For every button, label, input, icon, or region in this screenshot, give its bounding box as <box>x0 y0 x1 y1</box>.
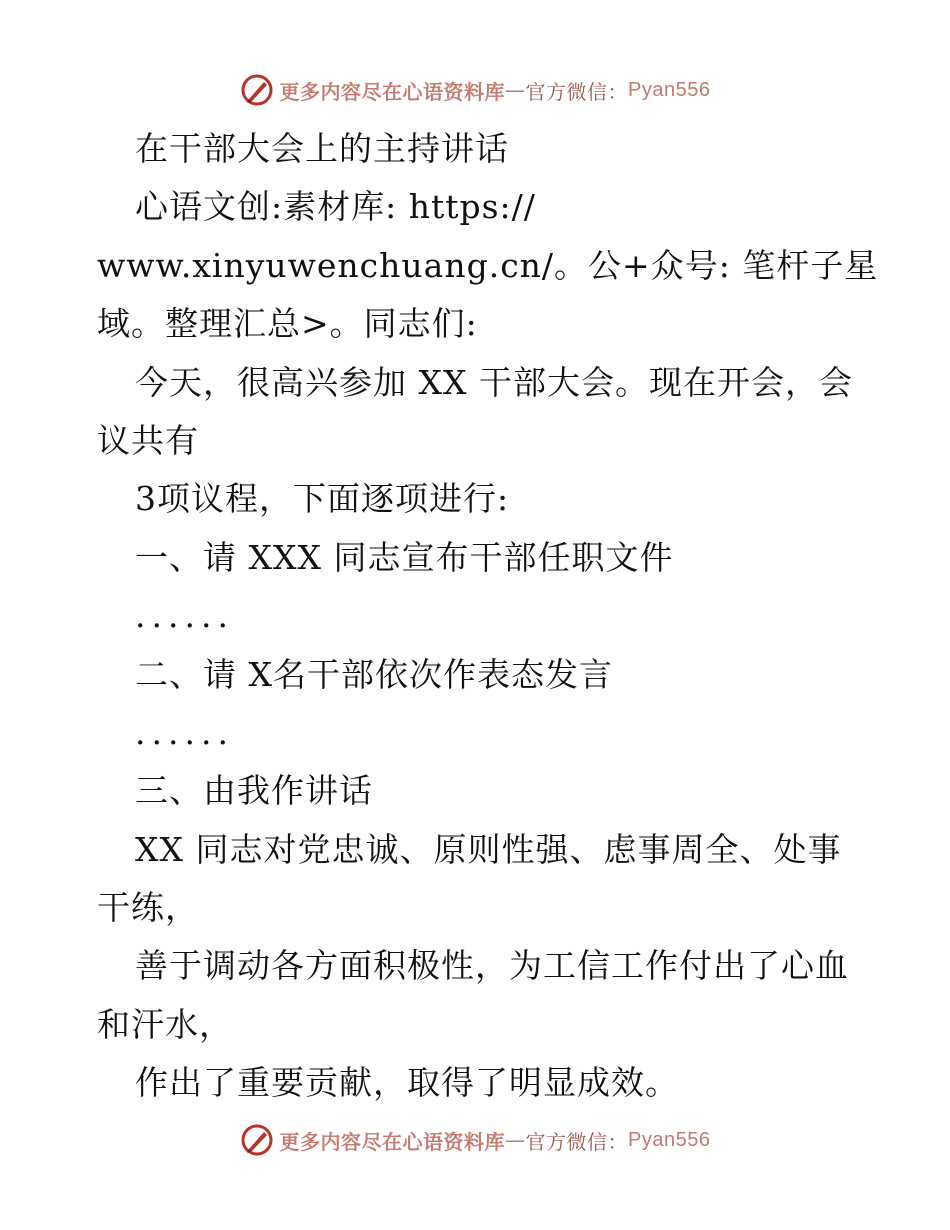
banner-wechat-id: Pyan556 <box>628 78 711 101</box>
document-body <box>97 120 877 1113</box>
doc-line: 议共有 <box>97 420 199 460</box>
doc-line: 域。整理汇总>。同志们: <box>97 304 478 344</box>
banner-dash: — <box>505 78 526 102</box>
banner-wechat-id: Pyan556 <box>628 1128 711 1151</box>
agenda-item-1: 一、请 XXX 同志宣布干部任职文件 <box>135 537 674 577</box>
doc-line: XX 同志对党忠诚、原则性强、虑事周全、处事 <box>135 829 842 869</box>
banner-sub-text: 官方微信： <box>525 79 629 104</box>
pen-logo-icon <box>240 1123 274 1157</box>
doc-line: 善于调动各方面积极性，为工信工作付出了心血 <box>135 946 849 986</box>
pen-logo-icon <box>240 73 274 107</box>
banner-dash: — <box>505 1128 526 1152</box>
doc-line: 和汗水， <box>97 1004 233 1044</box>
banner-main-text: 更多内容尽在心语资料库 <box>279 1129 506 1154</box>
doc-line: 3项议程，下面逐项进行: <box>135 479 510 519</box>
banner-main-text: 更多内容尽在心语资料库 <box>279 79 506 104</box>
header-watermark-banner <box>0 70 950 110</box>
banner-sub-text: 官方微信： <box>525 1129 629 1154</box>
doc-line: www.xinyuwenchuang.cn/。公+众号: 笔杆子星 <box>97 245 879 285</box>
doc-title: 在干部大会上的主持讲话 <box>135 129 509 168</box>
doc-line: 今天，很高兴参加 XX 干部大会。现在开会，会 <box>135 362 853 402</box>
doc-line: 作出了重要贡献，取得了明显成效。 <box>135 1063 679 1103</box>
ellipsis-line: ...... <box>135 712 234 752</box>
agenda-item-2: 二、请 X名干部依次作表态发言 <box>135 654 613 694</box>
doc-line: 心语文创:素材库: https:// <box>135 187 536 227</box>
ellipsis-line: ...... <box>135 596 234 636</box>
footer-watermark-banner <box>0 1120 950 1160</box>
doc-line: 干练， <box>97 888 199 928</box>
agenda-item-3: 三、由我作讲话 <box>135 771 373 811</box>
